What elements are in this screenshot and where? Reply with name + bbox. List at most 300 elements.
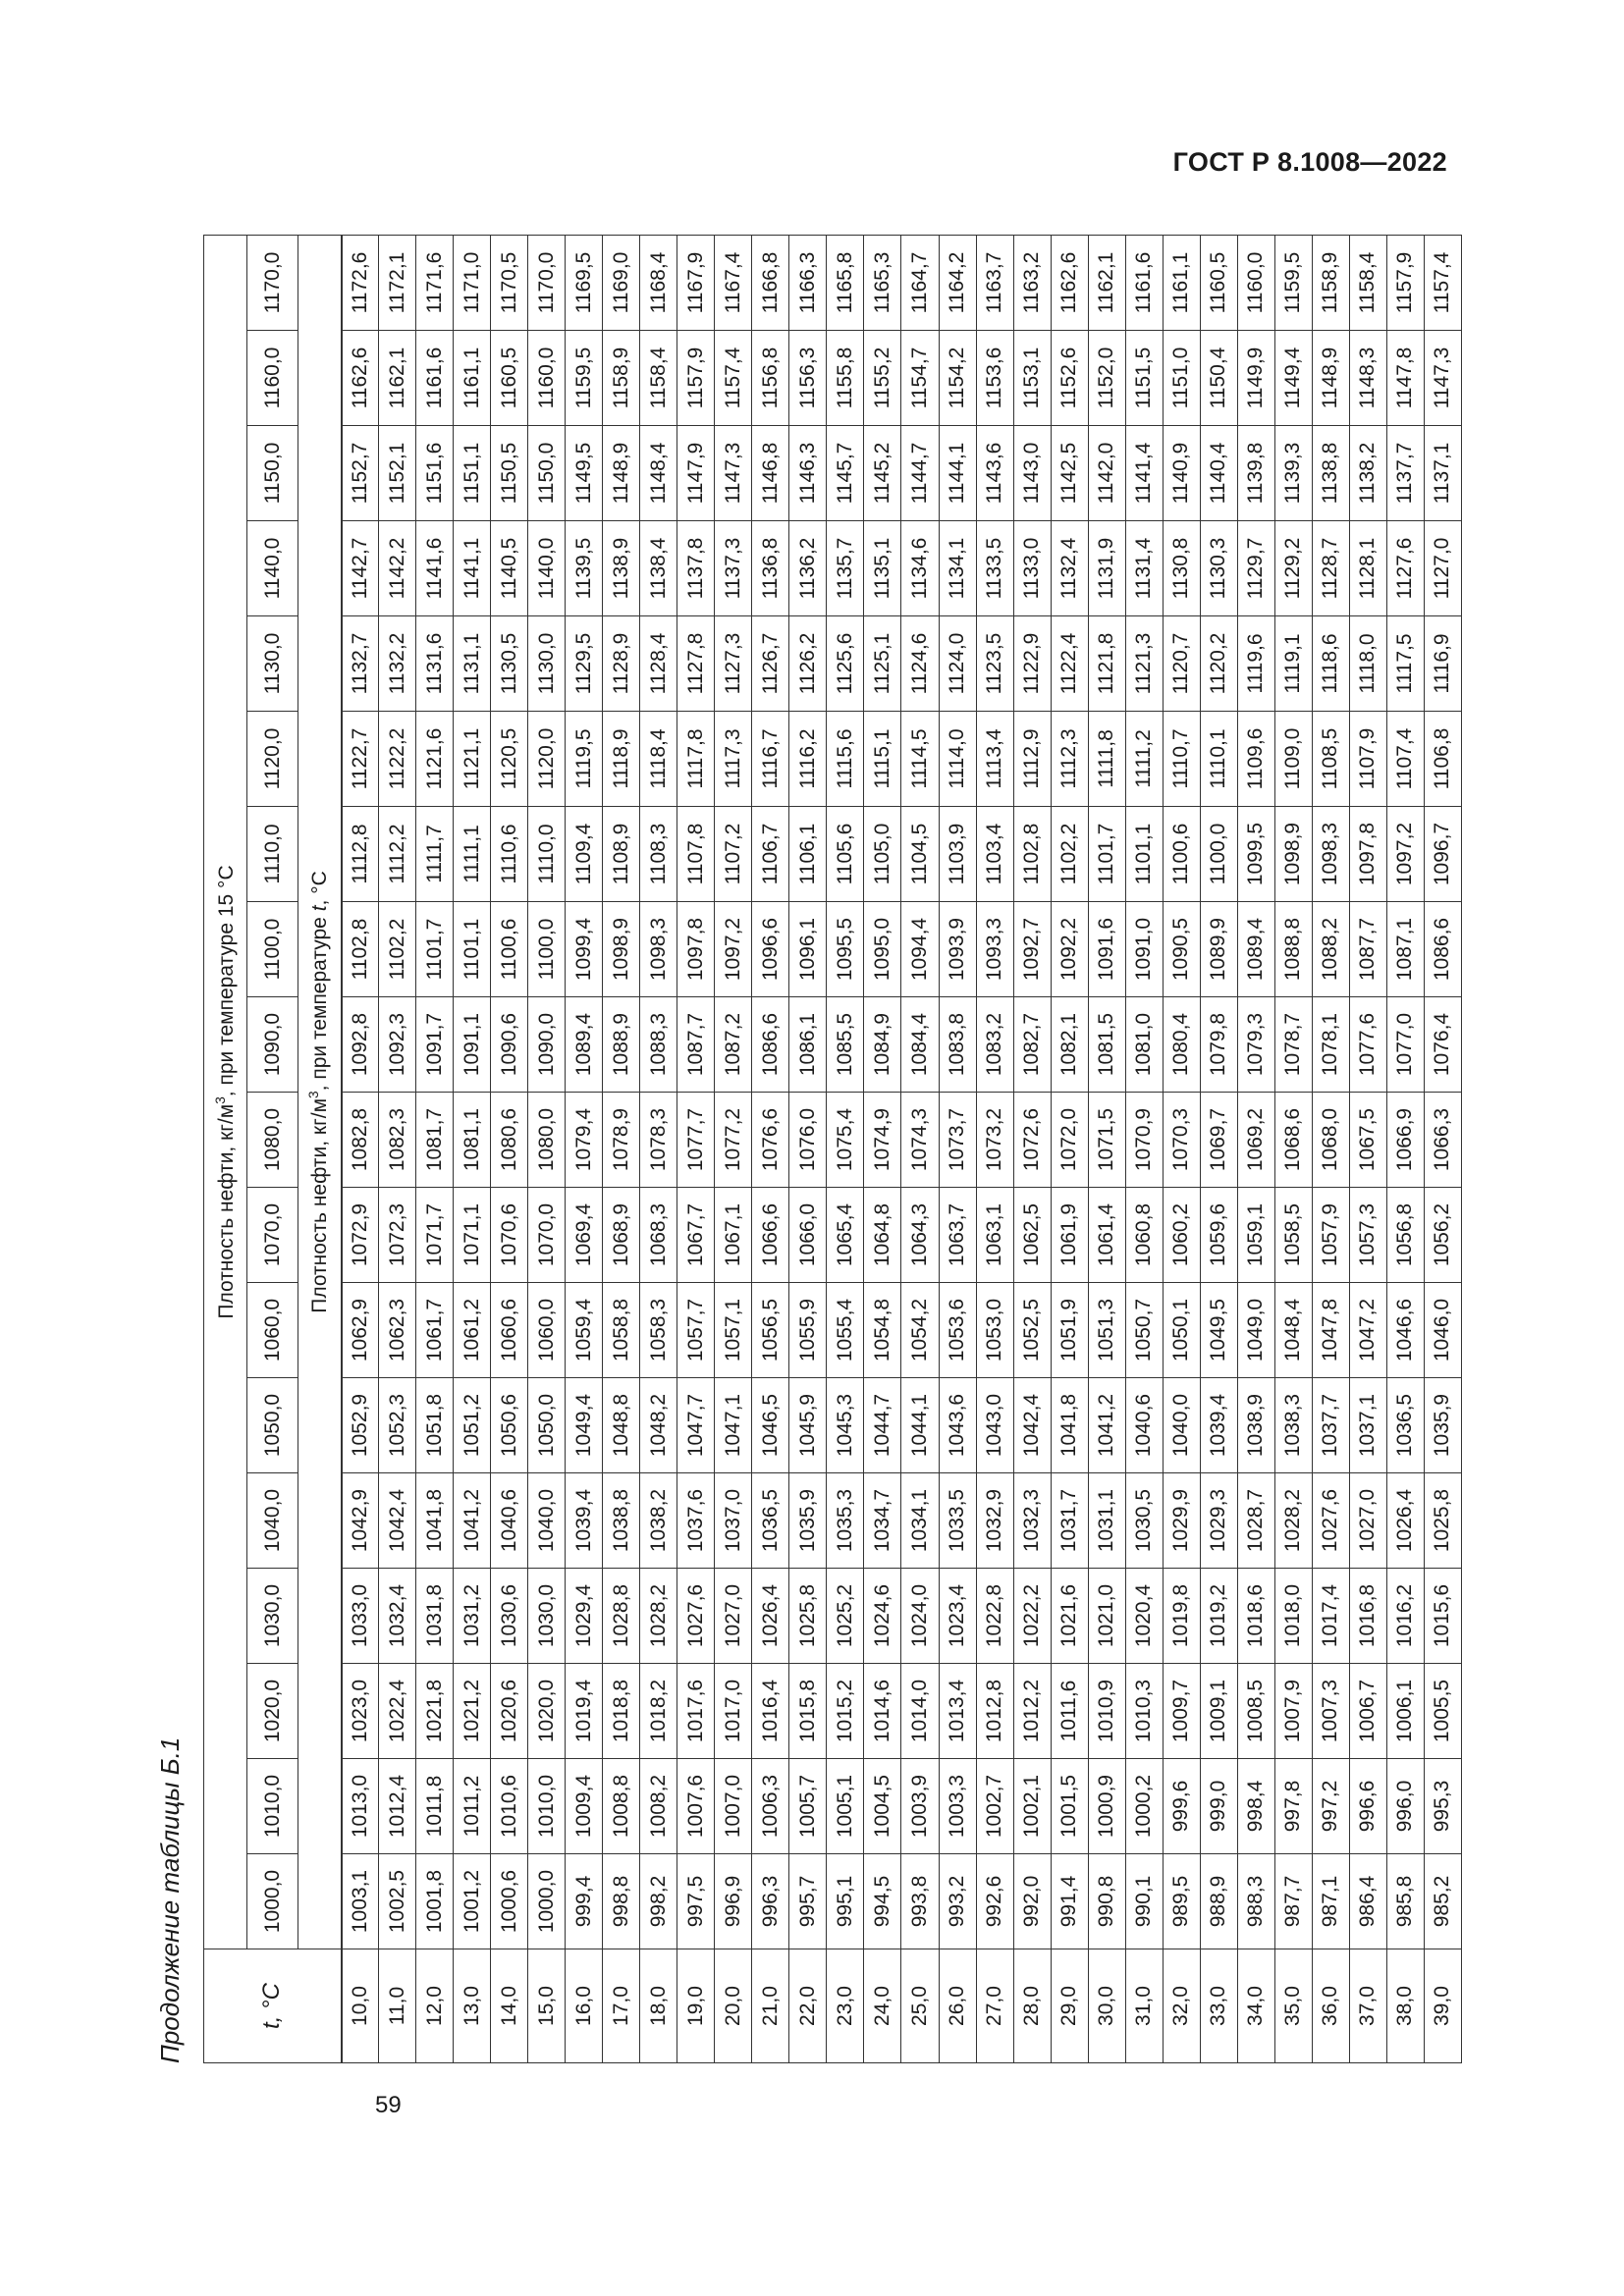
- density-cell: 1050,0: [528, 1378, 566, 1473]
- density-cell: 1162,6: [1051, 235, 1088, 330]
- density-cell: 1037,0: [715, 1473, 752, 1569]
- density-cell: 1139,3: [1274, 426, 1312, 521]
- density-cell: 1059,4: [566, 1283, 603, 1378]
- density-cell: 1028,8: [603, 1569, 640, 1664]
- density-cell: 1091,0: [1125, 902, 1163, 997]
- density-cell: 1117,8: [677, 712, 715, 807]
- density-cell: 1166,3: [789, 235, 827, 330]
- column-header: 1000,0: [247, 1854, 298, 1949]
- density-cell: 1133,0: [1013, 521, 1051, 616]
- density-cell: 1129,2: [1274, 521, 1312, 616]
- density-cell: 1096,1: [789, 902, 827, 997]
- density-cell: 1147,3: [715, 426, 752, 521]
- density-cell: 1097,8: [1349, 807, 1386, 902]
- density-cell: 1097,2: [715, 902, 752, 997]
- density-cell: 1120,0: [528, 712, 566, 807]
- density-cell: 1067,5: [1349, 1093, 1386, 1188]
- density-cell: 1117,3: [715, 712, 752, 807]
- density-cell: 1021,0: [1088, 1569, 1125, 1664]
- column-header: 1100,0: [247, 902, 298, 997]
- density-cell: 1060,6: [491, 1283, 528, 1378]
- density-cell: 1041,8: [1051, 1378, 1088, 1473]
- density-cell: 1131,6: [416, 616, 454, 712]
- density-cell: 1171,6: [416, 235, 454, 330]
- density-cell: 1122,2: [379, 712, 416, 807]
- density-cell: 1023,4: [939, 1569, 976, 1664]
- density-cell: 1018,8: [603, 1664, 640, 1759]
- density-cell: 1128,4: [640, 616, 677, 712]
- density-cell: 1020,4: [1125, 1569, 1163, 1664]
- density-cell: 1097,2: [1386, 807, 1424, 902]
- density-cell: 1116,9: [1424, 616, 1461, 712]
- density-cell: 1069,7: [1200, 1093, 1237, 1188]
- density-cell: 1162,1: [1088, 235, 1125, 330]
- density-cell: 1021,2: [454, 1664, 491, 1759]
- density-cell: 1056,5: [752, 1283, 789, 1378]
- density-cell: 1158,4: [1349, 235, 1386, 330]
- density-cell: 1003,1: [342, 1854, 379, 1949]
- density-cell: 1084,4: [901, 997, 939, 1093]
- density-cell: 1018,2: [640, 1664, 677, 1759]
- density-cell: 1027,0: [715, 1569, 752, 1664]
- density-cell: 1063,7: [939, 1188, 976, 1283]
- density-cell: 1135,7: [827, 521, 864, 616]
- density-cell: 1007,9: [1274, 1664, 1312, 1759]
- density-cell: 1048,2: [640, 1378, 677, 1473]
- temperature-cell: 32,0: [1163, 1949, 1200, 2063]
- density-cell: 1002,1: [1013, 1759, 1051, 1854]
- density-cell: 1137,3: [715, 521, 752, 616]
- density-cell: 1151,1: [454, 426, 491, 521]
- density-cell: 1051,2: [454, 1378, 491, 1473]
- density-cell: 1143,0: [1013, 426, 1051, 521]
- temperature-cell: 28,0: [1013, 1949, 1051, 2063]
- density-cell: 1110,1: [1200, 712, 1237, 807]
- table-row: [1163, 235, 1200, 2062]
- density-cell: 1037,1: [1349, 1378, 1386, 1473]
- density-cell: 1068,6: [1274, 1093, 1312, 1188]
- density-cell: 1051,9: [1051, 1283, 1088, 1378]
- density-cell: 1065,4: [827, 1188, 864, 1283]
- density-cell: 1011,6: [1051, 1664, 1088, 1759]
- density-cell: 1061,4: [1088, 1188, 1125, 1283]
- density-cell: 1058,3: [640, 1283, 677, 1378]
- density-cell: 1114,5: [901, 712, 939, 807]
- density-cell: 1074,3: [901, 1093, 939, 1188]
- density-cell: 1032,3: [1013, 1473, 1051, 1569]
- density-cell: 1117,5: [1386, 616, 1424, 712]
- density-cell: 994,5: [864, 1854, 901, 1949]
- density-cell: 1141,4: [1125, 426, 1163, 521]
- density-cell: 1034,7: [864, 1473, 901, 1569]
- density-cell: 995,7: [789, 1854, 827, 1949]
- density-cell: 1083,8: [939, 997, 976, 1093]
- density-cell: 1044,7: [864, 1378, 901, 1473]
- density-cell: 1006,1: [1386, 1664, 1424, 1759]
- density-cell: 1062,3: [379, 1283, 416, 1378]
- density-cell: 1060,8: [1125, 1188, 1163, 1283]
- density-cell: 1106,7: [752, 807, 789, 902]
- density-cell: 987,1: [1312, 1854, 1349, 1949]
- temperature-cell: 38,0: [1386, 1949, 1424, 2063]
- density-cell: 1113,4: [976, 712, 1013, 807]
- density-cell: 1160,5: [1200, 235, 1237, 330]
- density-cell: 1132,7: [342, 616, 379, 712]
- density-cell: 1016,8: [1349, 1569, 1386, 1664]
- density-cell: 1080,4: [1163, 997, 1200, 1093]
- column-header: 1150,0: [247, 426, 298, 521]
- density-cell: 1032,9: [976, 1473, 1013, 1569]
- density-cell: 1092,3: [379, 997, 416, 1093]
- density-cell: 1158,9: [1312, 235, 1349, 330]
- density-cell: 1090,5: [1163, 902, 1200, 997]
- temperature-cell: 22,0: [789, 1949, 827, 2063]
- density-cell: 997,5: [677, 1854, 715, 1949]
- density-cell: 1096,6: [752, 902, 789, 997]
- density-cell: 1039,4: [566, 1473, 603, 1569]
- table-row: [416, 235, 454, 2062]
- density-cell: 1017,4: [1312, 1569, 1349, 1664]
- density-cell: 1172,6: [342, 235, 379, 330]
- density-cell: 1014,0: [901, 1664, 939, 1759]
- density-cell: 1140,9: [1163, 426, 1200, 521]
- table-row: [864, 235, 901, 2062]
- density-cell: 1125,6: [827, 616, 864, 712]
- density-cell: 1031,2: [454, 1569, 491, 1664]
- column-header: 1130,0: [247, 616, 298, 712]
- temperature-cell: 33,0: [1200, 1949, 1237, 2063]
- density-cell: 1163,2: [1013, 235, 1051, 330]
- density-cell: 1138,8: [1312, 426, 1349, 521]
- density-cell: 1142,5: [1051, 426, 1088, 521]
- density-cell: 1064,3: [901, 1188, 939, 1283]
- density-cell: 1162,1: [379, 331, 416, 426]
- density-cell: 1165,3: [864, 235, 901, 330]
- density-cell: 1149,4: [1274, 331, 1312, 426]
- document-code: ГОСТ Р 8.1008—2022: [1172, 147, 1447, 177]
- density-cell: 1019,2: [1200, 1569, 1237, 1664]
- density-cell: 1148,4: [640, 426, 677, 521]
- density-cell: 1087,1: [1386, 902, 1424, 997]
- temperature-cell: 29,0: [1051, 1949, 1088, 2063]
- density-cell: 1101,7: [1088, 807, 1125, 902]
- density-cell: 987,7: [1274, 1854, 1312, 1949]
- density-cell: 1141,6: [416, 521, 454, 616]
- density-cell: 1086,6: [752, 997, 789, 1093]
- density-cell: 1004,5: [864, 1759, 901, 1854]
- density-cell: 1096,7: [1424, 807, 1461, 902]
- temperature-cell: 27,0: [976, 1949, 1013, 2063]
- density-cell: 1062,9: [342, 1283, 379, 1378]
- density-cell: 1147,3: [1424, 331, 1461, 426]
- density-cell: 1028,2: [1274, 1473, 1312, 1569]
- density-cell: 1041,8: [416, 1473, 454, 1569]
- density-cell: 1070,3: [1163, 1093, 1200, 1188]
- density-cell: 1022,2: [1013, 1569, 1051, 1664]
- density-cell: 1077,2: [715, 1093, 752, 1188]
- density-cell: 1112,2: [379, 807, 416, 902]
- density-cell: 1048,8: [603, 1378, 640, 1473]
- density-cell: 999,4: [566, 1854, 603, 1949]
- density-cell: 1097,8: [677, 902, 715, 997]
- density-cell: 1061,7: [416, 1283, 454, 1378]
- density-cell: 1157,9: [1386, 235, 1424, 330]
- density-cell: 1047,7: [677, 1378, 715, 1473]
- table-row: [1349, 235, 1386, 2062]
- density-cell: 1172,1: [379, 235, 416, 330]
- density-cell: 1013,4: [939, 1664, 976, 1759]
- density-cell: 1148,9: [1312, 331, 1349, 426]
- density-cell: 1143,6: [976, 426, 1013, 521]
- density-cell: 1160,5: [491, 331, 528, 426]
- density-cell: 1099,4: [566, 902, 603, 997]
- density-cell: 1000,2: [1125, 1759, 1163, 1854]
- density-cell: 1155,8: [827, 331, 864, 426]
- density-cell: 1111,7: [416, 807, 454, 902]
- density-cell: 1105,0: [864, 807, 901, 902]
- density-cell: 1111,2: [1125, 712, 1163, 807]
- density-cell: 1139,5: [566, 521, 603, 616]
- density-cell: 1071,1: [454, 1188, 491, 1283]
- density-cell: 1137,7: [1386, 426, 1424, 521]
- density-cell: 1002,5: [379, 1854, 416, 1949]
- density-cell: 1154,2: [939, 331, 976, 426]
- density-cell: 1082,3: [379, 1093, 416, 1188]
- density-cell: 1170,5: [491, 235, 528, 330]
- density-cell: 1112,9: [1013, 712, 1051, 807]
- density-cell: 1045,9: [789, 1378, 827, 1473]
- density-cell: 1079,8: [1200, 997, 1237, 1093]
- table-row: [566, 235, 603, 2062]
- density-cell: 1035,3: [827, 1473, 864, 1569]
- density-cell: 1153,1: [1013, 331, 1051, 426]
- density-cell: 1005,7: [789, 1759, 827, 1854]
- density-cell: 1130,8: [1163, 521, 1200, 616]
- table-row: [528, 235, 566, 2062]
- density-cell: 1132,4: [1051, 521, 1088, 616]
- density-cell: 1119,6: [1237, 616, 1274, 712]
- density-cell: 1147,9: [677, 426, 715, 521]
- density-cell: 1060,2: [1163, 1188, 1200, 1283]
- density-cell: 1121,6: [416, 712, 454, 807]
- density-cell: 1127,3: [715, 616, 752, 712]
- temperature-cell: 14,0: [491, 1949, 528, 2063]
- density-cell: 1165,8: [827, 235, 864, 330]
- density-cell: 1037,7: [1312, 1378, 1349, 1473]
- density-cell: 1152,1: [379, 426, 416, 521]
- density-cell: 998,4: [1237, 1759, 1274, 1854]
- density-cell: 1000,9: [1088, 1759, 1125, 1854]
- temperature-cell: 18,0: [640, 1949, 677, 2063]
- density-cell: 1108,5: [1312, 712, 1349, 807]
- temperature-cell: 10,0: [342, 1949, 379, 2063]
- density-cell: 1046,5: [752, 1378, 789, 1473]
- density-cell: 1074,9: [864, 1093, 901, 1188]
- density-cell: 1068,3: [640, 1188, 677, 1283]
- density-cell: 1069,4: [566, 1188, 603, 1283]
- density-cell: 1101,7: [416, 902, 454, 997]
- density-cell: 1122,4: [1051, 616, 1088, 712]
- density-cell: 1042,4: [1013, 1378, 1051, 1473]
- density-cell: 1051,8: [416, 1378, 454, 1473]
- density-cell: 1080,0: [528, 1093, 566, 1188]
- density-cell: 1160,0: [1237, 235, 1274, 330]
- density-cell: 1047,8: [1312, 1283, 1349, 1378]
- density-cell: 998,2: [640, 1854, 677, 1949]
- density-cell: 1086,1: [789, 997, 827, 1093]
- density-cell: 1009,7: [1163, 1664, 1200, 1759]
- top-header-prefix: Плотность нефти, кг/м: [214, 1103, 238, 1319]
- density-cell: 1010,0: [528, 1759, 566, 1854]
- density-cell: 1072,6: [1013, 1093, 1051, 1188]
- density-cell: 1020,0: [528, 1664, 566, 1759]
- density-cell: 996,9: [715, 1854, 752, 1949]
- density-cell: 1134,6: [901, 521, 939, 616]
- sub-header-var: t: [308, 905, 332, 912]
- density-cell: 1152,7: [342, 426, 379, 521]
- density-cell: 1160,0: [528, 331, 566, 426]
- density-cell: 1015,8: [789, 1664, 827, 1759]
- sub-header-mid: , при температуре: [308, 911, 332, 1092]
- density-cell: 1146,8: [752, 426, 789, 521]
- density-cell: 1118,9: [603, 712, 640, 807]
- density-cell: 1053,6: [939, 1283, 976, 1378]
- density-cell: 1050,1: [1163, 1283, 1200, 1378]
- density-cell: 1020,6: [491, 1664, 528, 1759]
- density-cell: 1164,2: [939, 235, 976, 330]
- temperature-cell: 25,0: [901, 1949, 939, 2063]
- density-cell: 1039,4: [1200, 1378, 1237, 1473]
- density-cell: 1110,6: [491, 807, 528, 902]
- density-cell: 1058,8: [603, 1283, 640, 1378]
- density-cell: 1082,7: [1013, 997, 1051, 1093]
- density-cell: 1101,1: [1125, 807, 1163, 902]
- density-cell: 1070,0: [528, 1188, 566, 1283]
- header-row-top: [204, 235, 247, 2062]
- density-cell: 1102,2: [379, 902, 416, 997]
- density-cell: 1006,7: [1349, 1664, 1386, 1759]
- density-cell: 990,8: [1088, 1854, 1125, 1949]
- column-header: 1070,0: [247, 1188, 298, 1283]
- density-cell: 1120,7: [1163, 616, 1200, 712]
- density-cell: 1118,6: [1312, 616, 1349, 712]
- temperature-cell: 26,0: [939, 1949, 976, 2063]
- density-cell: 1102,8: [1013, 807, 1051, 902]
- density-cell: 1026,4: [1386, 1473, 1424, 1569]
- density-cell: 1166,8: [752, 235, 789, 330]
- density-cell: 1133,5: [976, 521, 1013, 616]
- density-cell: 1059,6: [1200, 1188, 1237, 1283]
- density-cell: 1024,6: [864, 1569, 901, 1664]
- density-cell: 1043,6: [939, 1378, 976, 1473]
- density-cell: 1056,2: [1424, 1188, 1461, 1283]
- temperature-cell: 19,0: [677, 1949, 715, 2063]
- table-row: [1237, 235, 1274, 2062]
- density-cell: 1128,1: [1349, 521, 1386, 616]
- density-cell: 1055,4: [827, 1283, 864, 1378]
- table-row: [342, 235, 379, 2062]
- density-cell: 1144,7: [901, 426, 939, 521]
- density-cell: 1110,7: [1163, 712, 1200, 807]
- density-cell: 1103,4: [976, 807, 1013, 902]
- density-cell: 995,3: [1424, 1759, 1461, 1854]
- density-cell: 1144,1: [939, 426, 976, 521]
- density-cell: 1067,7: [677, 1188, 715, 1283]
- density-cell: 999,6: [1163, 1759, 1200, 1854]
- density-cell: 1042,9: [342, 1473, 379, 1569]
- density-cell: 1010,9: [1088, 1664, 1125, 1759]
- density-cell: 1038,8: [603, 1473, 640, 1569]
- density-cell: 1112,8: [342, 807, 379, 902]
- density-cell: 1150,5: [491, 426, 528, 521]
- table-row: [1125, 235, 1163, 2062]
- density-cell: 1007,6: [677, 1759, 715, 1854]
- density-cell: 1121,3: [1125, 616, 1163, 712]
- density-cell: 1152,0: [1088, 331, 1125, 426]
- density-cell: 1011,2: [454, 1759, 491, 1854]
- density-cell: 1128,7: [1312, 521, 1349, 616]
- temperature-cell: 16,0: [566, 1949, 603, 2063]
- table-caption: Продолжение таблицы Б.1: [155, 1736, 185, 2063]
- table-row: [976, 235, 1013, 2062]
- density-cell: 1118,0: [1349, 616, 1386, 712]
- density-cell: 1154,7: [901, 331, 939, 426]
- density-cell: 1046,6: [1386, 1283, 1424, 1378]
- temperature-cell: 39,0: [1424, 1949, 1461, 2063]
- table-row: [1274, 235, 1312, 2062]
- density-cell: 1081,5: [1088, 997, 1125, 1093]
- density-cell: 1099,5: [1237, 807, 1274, 902]
- density-cell: 1151,5: [1125, 331, 1163, 426]
- density-cell: 992,0: [1013, 1854, 1051, 1949]
- density-cell: 1151,6: [416, 426, 454, 521]
- density-cell: 1116,2: [789, 712, 827, 807]
- density-cell: 1019,8: [1163, 1569, 1200, 1664]
- density-cell: 1091,7: [416, 997, 454, 1093]
- density-cell: 1072,9: [342, 1188, 379, 1283]
- density-cell: 1112,3: [1051, 712, 1088, 807]
- density-cell: 1090,6: [491, 997, 528, 1093]
- density-cell: 1060,0: [528, 1283, 566, 1378]
- density-cell: 1013,0: [342, 1759, 379, 1854]
- density-cell: 1146,3: [789, 426, 827, 521]
- density-cell: 1131,4: [1125, 521, 1163, 616]
- density-cell: 1169,5: [566, 235, 603, 330]
- density-cell: 1161,6: [416, 331, 454, 426]
- density-cell: 1084,9: [864, 997, 901, 1093]
- density-cell: 1078,3: [640, 1093, 677, 1188]
- density-cell: 1162,6: [342, 331, 379, 426]
- density-cell: 1072,0: [1051, 1093, 1088, 1188]
- column-header: 1120,0: [247, 712, 298, 807]
- density-cell: 1125,1: [864, 616, 901, 712]
- density-cell: 1025,2: [827, 1569, 864, 1664]
- density-cell: 1033,5: [939, 1473, 976, 1569]
- density-cell: 1102,8: [342, 902, 379, 997]
- density-cell: 1106,8: [1424, 712, 1461, 807]
- density-cell: 1000,0: [528, 1854, 566, 1949]
- density-cell: 1052,3: [379, 1378, 416, 1473]
- density-cell: 1030,6: [491, 1569, 528, 1664]
- density-cell: 1151,0: [1163, 331, 1200, 426]
- density-cell: 1089,9: [1200, 902, 1237, 997]
- density-cell: 1002,7: [976, 1759, 1013, 1854]
- column-header: 1170,0: [247, 235, 298, 330]
- density-cell: 1035,9: [1424, 1378, 1461, 1473]
- header-row-sub: [298, 235, 342, 2062]
- density-cell: 1028,7: [1237, 1473, 1274, 1569]
- density-cell: 1136,8: [752, 521, 789, 616]
